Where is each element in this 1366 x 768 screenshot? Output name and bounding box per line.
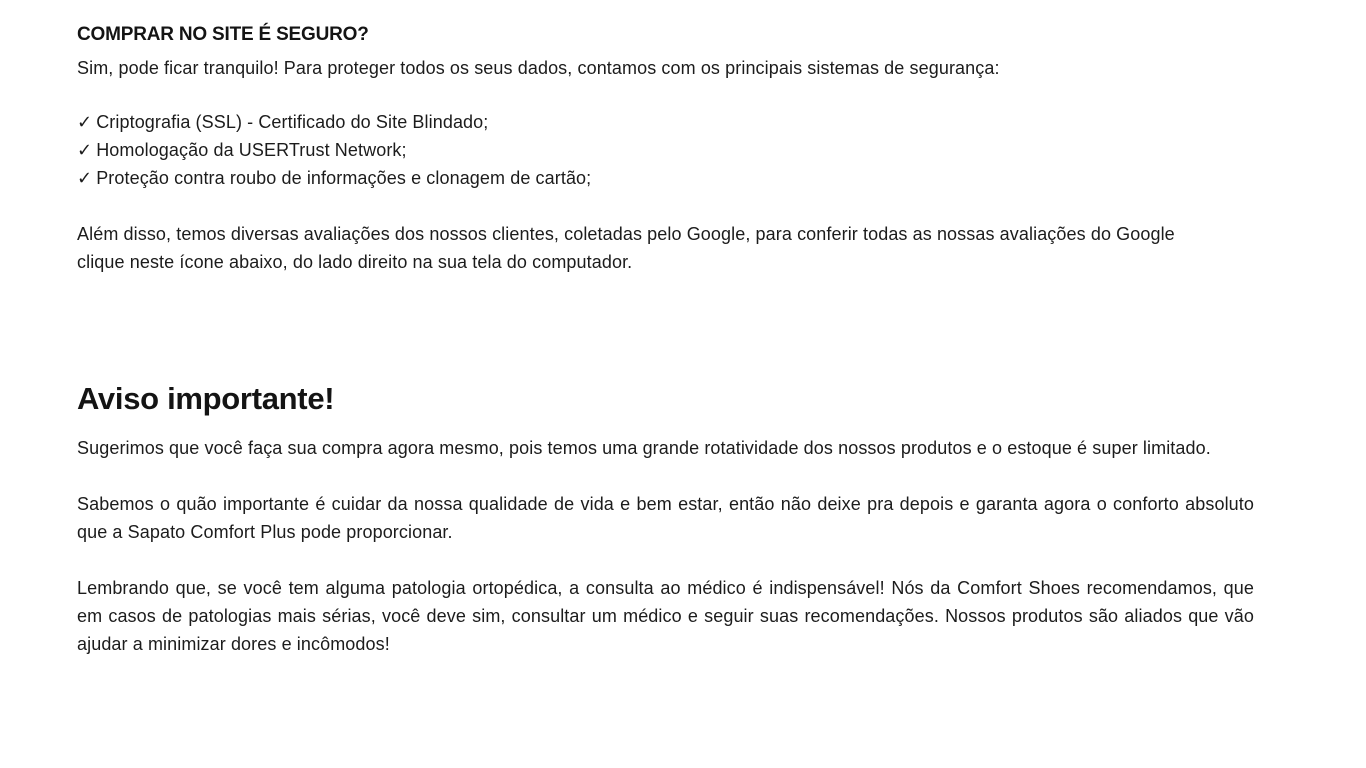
- security-section-heading: COMPRAR NO SITE É SEGURO?: [77, 24, 369, 45]
- check-icon: ✓: [77, 168, 93, 188]
- checklist-item-text: Criptografia (SSL) - Certificado do Site Blindado;: [96, 112, 489, 132]
- check-icon: ✓: [77, 140, 93, 160]
- security-intro-text: Sim, pode ficar tranquilo! Para proteger todos os seus dados, contamos com os principais sistemas de segurança:: [77, 58, 1000, 78]
- checklist-item-text: Homologação da USERTrust Network;: [96, 140, 407, 160]
- checklist-item: [77, 136, 1254, 164]
- security-checklist: [77, 108, 1254, 192]
- security-section: [77, 21, 1254, 276]
- check-icon: ✓: [77, 112, 93, 132]
- important-notice-section: [77, 378, 1254, 658]
- google-reviews-note: Além disso, temos diversas avaliações dos nossos clientes, coletadas pelo Google, para conferir todas as nossas avaliações do Google clique neste ícone abaixo, do lado direito na sua tela do computador.: [77, 224, 1175, 272]
- checklist-item: [77, 164, 1254, 192]
- checklist-item-text: Proteção contra roubo de informações e clonagem de cartão;: [96, 168, 592, 188]
- checklist-item: [77, 108, 1254, 136]
- notice-heading: Aviso importante!: [77, 381, 335, 416]
- notice-paragraph-comfort: Sabemos o quão importante é cuidar da nossa qualidade de vida e bem estar, então não deixe pra depois e garanta agora o conforto absoluto que a Sapato Comfort Plus pode proporcionar.: [77, 494, 1254, 542]
- notice-paragraph-medical: Lembrando que, se você tem alguma patologia ortopédica, a consulta ao médico é indispensável! Nós da Comfort Shoes recomendamos, que em casos de patologias mais sérias, você deve sim, consultar um médico e seguir suas recomendações. Nossos produtos são aliados que vão ajudar a minimizar dores e incômodos!: [77, 578, 1254, 654]
- notice-paragraph-urgency: Sugerimos que você faça sua compra agora mesmo, pois temos uma grande rotatividade dos nossos produtos e o estoque é super limitado.: [77, 438, 1211, 458]
